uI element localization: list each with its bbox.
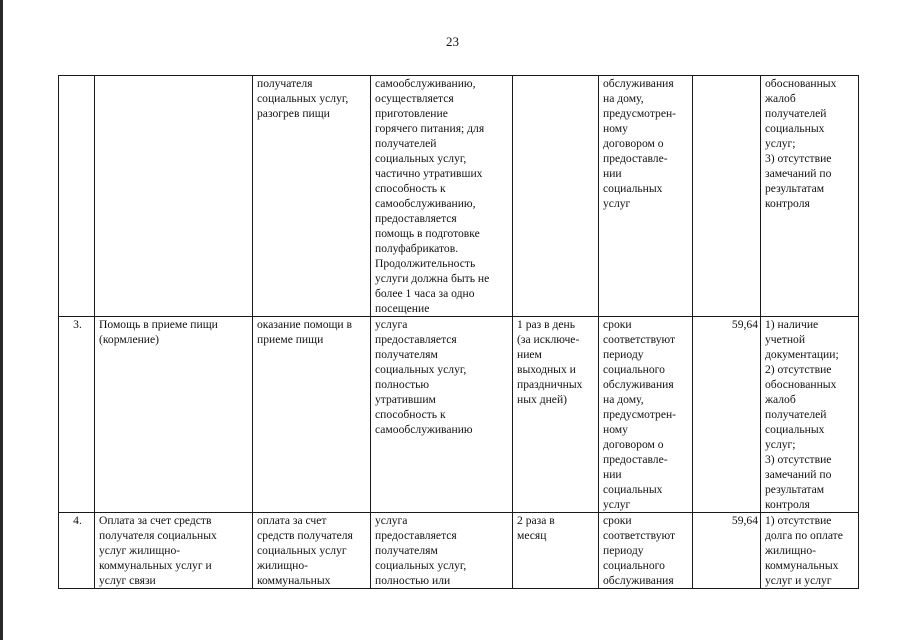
- service-name: Оплата за счет средств получателя социальных услуг жилищно- коммунальных услуг и услуг связи: [95, 513, 253, 589]
- page-left-edge: [0, 0, 3, 640]
- service-terms: обслуживания на дому, предусмотрен- ному договором о предоставле- нии социальных услуг: [599, 76, 693, 317]
- services-table: [58, 75, 859, 589]
- service-price: [693, 76, 761, 317]
- table-row: [59, 76, 859, 317]
- table-row: [59, 513, 859, 589]
- service-description: услуга предоставляется получателям социальных услуг, полностью или: [371, 513, 513, 589]
- service-terms: сроки соответствуют периоду социального обслуживания на дому, предусмотрен- ному договором о предоставле- нии социальных услуг: [599, 317, 693, 513]
- service-periodicity: 2 раза в месяц: [513, 513, 599, 589]
- service-quality: обоснованных жалоб получателей социальных услуг; 3) отсутствие замечаний по результатам контроля: [761, 76, 859, 317]
- service-description: услуга предоставляется получателям социальных услуг, полностью утратившим способность к самообслуживанию: [371, 317, 513, 513]
- service-content: оказание помощи в приеме пищи: [253, 317, 371, 513]
- page-number: 23: [446, 34, 459, 49]
- service-content: оплата за счет средств получателя социальных услуг жилищно- коммунальных: [253, 513, 371, 589]
- service-periodicity: 1 раз в день (за исключе- нием выходных и праздничных ных дней): [513, 317, 599, 513]
- service-quality: 1) наличие учетной документации; 2) отсутствие обоснованных жалоб получателей социальных услуг; 3) отсутствие замечаний по результатам контроля: [761, 317, 859, 513]
- service-price: 59,64: [693, 317, 761, 513]
- service-name: [95, 76, 253, 317]
- service-description: самообслуживанию, осуществляется приготовление горячего питания; для получателей социальных услуг, частично утративших способность к самообслуживанию, предоставляется помощь в подготовке полуфабрикатов. Продолжительность услуги должна быть не более 1 часа за одно посещение: [371, 76, 513, 317]
- service-periodicity: [513, 76, 599, 317]
- row-number: 3.: [59, 317, 95, 513]
- service-terms: сроки соответствуют периоду социального обслуживания: [599, 513, 693, 589]
- service-name: Помощь в приеме пищи (кормление): [95, 317, 253, 513]
- service-price: 59,64: [693, 513, 761, 589]
- service-quality: 1) отсутствие долга по оплате жилищно- коммунальных услуг и услуг: [761, 513, 859, 589]
- row-number: [59, 76, 95, 317]
- row-number: 4.: [59, 513, 95, 589]
- table-row: [59, 317, 859, 513]
- service-content: получателя социальных услуг, разогрев пищи: [253, 76, 371, 317]
